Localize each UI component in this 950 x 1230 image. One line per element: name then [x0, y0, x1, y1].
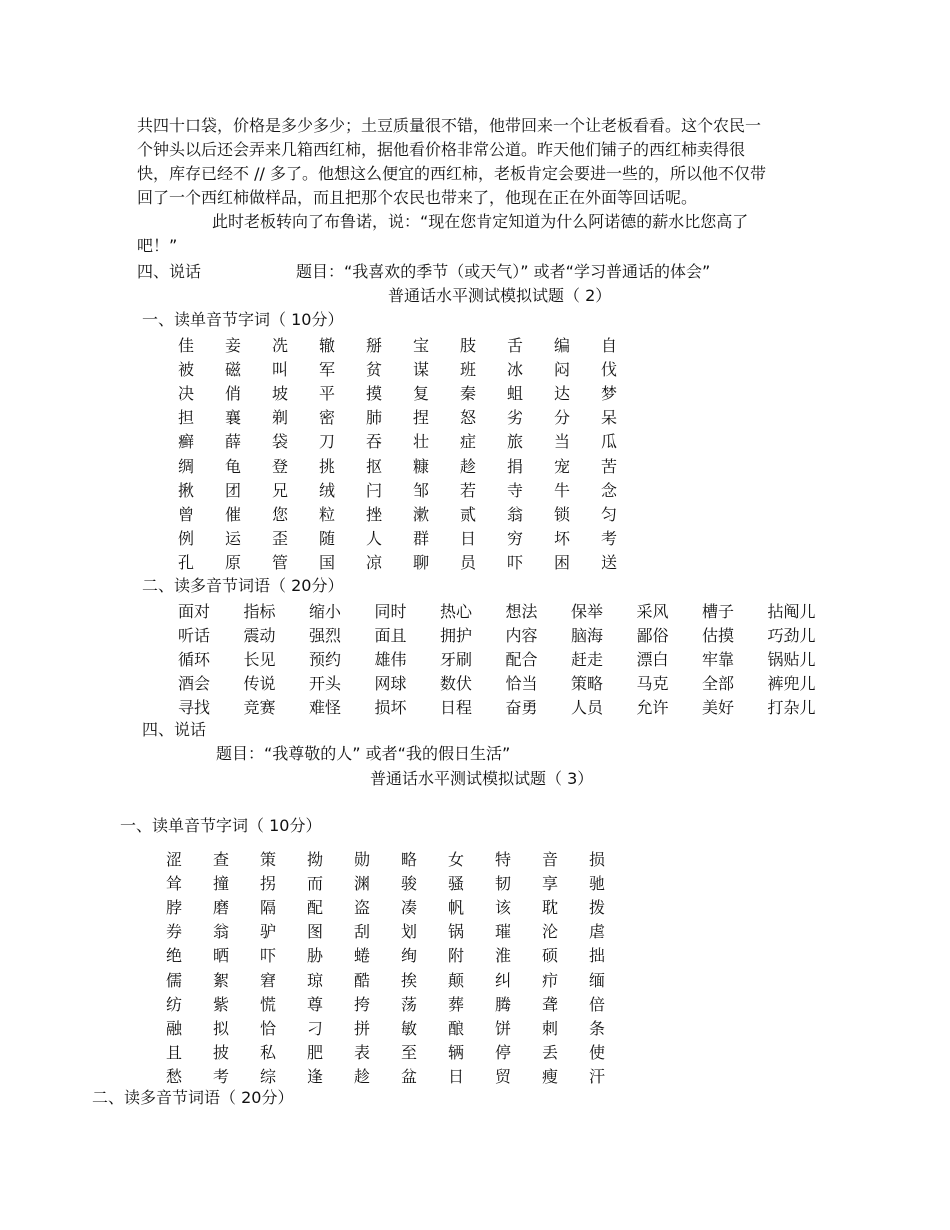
- single-char-grid: [178, 332, 648, 574]
- single-char: 密: [319, 408, 336, 428]
- single-char: 编: [554, 335, 571, 355]
- single-char: 捏: [413, 408, 430, 428]
- single-char: 趁: [354, 1067, 371, 1087]
- single-char: 晒: [213, 946, 230, 966]
- multi-word: 热心: [440, 601, 473, 621]
- multi-word: 马克: [636, 674, 669, 694]
- multi-word: 缩小: [309, 601, 342, 621]
- multi-word: 竞赛: [243, 698, 276, 718]
- grid-row: [178, 622, 833, 646]
- single-char: 儒: [166, 970, 183, 990]
- grid-row: [166, 870, 636, 894]
- single-char: 运: [225, 529, 242, 549]
- single-char: 挨: [401, 970, 418, 990]
- single-char: 牛: [554, 480, 571, 500]
- section-heading: 四、说话: [137, 262, 202, 281]
- single-char: 瓜: [601, 432, 618, 452]
- single-char: 宠: [554, 456, 571, 476]
- multi-word: 内容: [505, 625, 538, 645]
- multi-word: 保举: [571, 601, 604, 621]
- single-char: 挎: [354, 994, 371, 1014]
- single-char: 拙: [589, 946, 606, 966]
- single-char: 磨: [213, 897, 230, 917]
- single-char: 癣: [178, 432, 195, 452]
- single-char: 症: [460, 432, 477, 452]
- single-char: 您: [272, 504, 289, 524]
- single-char: 管: [272, 553, 289, 573]
- single-char: 涩: [166, 849, 183, 869]
- single-char: 复: [413, 383, 430, 403]
- single-char: 磁: [225, 359, 242, 379]
- single-char: 配: [307, 897, 324, 917]
- single-char: 若: [460, 480, 477, 500]
- single-char: 绒: [319, 480, 336, 500]
- single-char: 沦: [542, 922, 559, 942]
- single-char: 孔: [178, 553, 195, 573]
- single-char: 融: [166, 1018, 183, 1038]
- single-char: 袋: [272, 432, 289, 452]
- single-char: 逢: [307, 1067, 324, 1087]
- multi-word: 锅贴儿: [767, 649, 816, 669]
- single-char: 谋: [413, 359, 430, 379]
- multi-word: 估摸: [702, 625, 735, 645]
- single-char: 翁: [507, 504, 524, 524]
- single-char: 私: [260, 1043, 277, 1063]
- single-char: 窘: [260, 970, 277, 990]
- passage-line: 共四十口袋，价格是多少多少；土豆质量很不错，他带回来一个让老板看看。这个农民一: [137, 116, 762, 135]
- multi-word: 强烈: [309, 625, 342, 645]
- single-char: 趁: [460, 456, 477, 476]
- single-char: 酿: [448, 1018, 465, 1038]
- single-char: 璀: [495, 922, 512, 942]
- single-char: 催: [225, 504, 242, 524]
- single-char: 肢: [460, 335, 477, 355]
- single-char: 愁: [166, 1067, 183, 1087]
- section-heading: 一、读单音节字词（ 10分）: [142, 310, 344, 329]
- passage-line: 回了一个西红柿做样品，而且把那个农民也带来了，他现在正在外面等回话呢。: [137, 188, 698, 207]
- single-char: 淮: [495, 946, 512, 966]
- multi-word: 巧劲儿: [767, 625, 816, 645]
- single-char: 漱: [413, 504, 430, 524]
- single-char: 硕: [542, 946, 559, 966]
- single-char: 腾: [495, 994, 512, 1014]
- multi-word: 全部: [702, 674, 735, 694]
- grid-row: [178, 526, 648, 550]
- single-char: 坡: [272, 383, 289, 403]
- multi-word: 酒会: [178, 674, 211, 694]
- multi-word: 雄伟: [374, 649, 407, 669]
- single-char: 胁: [307, 946, 324, 966]
- single-char: 琼: [307, 970, 324, 990]
- single-char: 辙: [319, 335, 336, 355]
- single-char: 兄: [272, 480, 289, 500]
- single-char: 汗: [589, 1067, 606, 1087]
- single-char: 损: [589, 849, 606, 869]
- single-char: 绚: [401, 946, 418, 966]
- grid-row: [178, 332, 648, 356]
- single-char: 驴: [260, 922, 277, 942]
- grid-row: [178, 598, 833, 622]
- multi-word: 面对: [178, 601, 211, 621]
- multi-word: 损坏: [374, 698, 407, 718]
- multi-word: 允许: [636, 698, 669, 718]
- single-char: 梦: [601, 383, 618, 403]
- grid-row: [166, 1064, 636, 1088]
- single-char: 敏: [401, 1018, 418, 1038]
- single-char: 瘦: [542, 1067, 559, 1087]
- single-char: 颠: [448, 970, 465, 990]
- single-char: 肥: [307, 1043, 324, 1063]
- single-char: 粒: [319, 504, 336, 524]
- single-char: 酷: [354, 970, 371, 990]
- single-char: 锁: [554, 504, 571, 524]
- grid-row: [178, 429, 648, 453]
- single-char: 叫: [272, 359, 289, 379]
- single-char: 随: [319, 529, 336, 549]
- single-char: 闷: [554, 359, 571, 379]
- multi-word: 恰当: [505, 674, 538, 694]
- single-char: 旅: [507, 432, 524, 452]
- single-char: 龟: [225, 456, 242, 476]
- single-char: 撞: [213, 873, 230, 893]
- test-title: 普通话水平测试模拟试题（ 3）: [370, 769, 594, 788]
- single-char: 平: [319, 383, 336, 403]
- single-char: 摸: [366, 383, 383, 403]
- grid-row: [178, 671, 833, 695]
- passage-line: 个钟头以后还会弄来几箱西红柿，据他看价格非常公道。昨天他们铺子的西红柿卖得很: [137, 140, 746, 159]
- single-char: 邹: [413, 480, 430, 500]
- single-char: 绸: [178, 456, 195, 476]
- single-char: 考: [601, 529, 618, 549]
- single-char: 捐: [507, 456, 524, 476]
- speaking-topic: 题目：“我喜欢的季节（或天气）” 或者“学习普通话的体会”: [296, 262, 711, 281]
- single-char: 抠: [366, 456, 383, 476]
- single-char: 绝: [166, 946, 183, 966]
- multi-word: 日程: [440, 698, 473, 718]
- single-char: 使: [589, 1043, 606, 1063]
- grid-row: [178, 453, 648, 477]
- single-char: 辆: [448, 1043, 465, 1063]
- single-char: 脖: [166, 897, 183, 917]
- single-char: 刮: [354, 922, 371, 942]
- single-char: 骚: [448, 873, 465, 893]
- single-char: 丢: [542, 1043, 559, 1063]
- single-char: 至: [401, 1043, 418, 1063]
- single-char: 耸: [166, 873, 183, 893]
- multi-word: 配合: [505, 649, 538, 669]
- section-heading: 四、说话: [142, 720, 207, 739]
- multi-word: 开头: [309, 674, 342, 694]
- single-char: 当: [554, 432, 571, 452]
- multi-word: 奋勇: [505, 698, 538, 718]
- single-char: 日: [460, 529, 477, 549]
- single-char: 拗: [307, 849, 324, 869]
- single-char: 纠: [495, 970, 512, 990]
- single-char: 吓: [260, 946, 277, 966]
- multi-word: 想法: [505, 601, 538, 621]
- multi-word: 策略: [571, 674, 604, 694]
- single-char: 耽: [542, 897, 559, 917]
- single-char: 综: [260, 1067, 277, 1087]
- grid-row: [166, 967, 636, 991]
- single-char: 锅: [448, 922, 465, 942]
- single-char-grid: [166, 846, 636, 1088]
- grid-row: [166, 919, 636, 943]
- multi-word: 震动: [243, 625, 276, 645]
- passage-line: 快，库存已经不 // 多了。他想这么便宜的西红柿，老板肯定会要进一些的，所以他不仅带: [137, 164, 766, 183]
- single-char: 停: [495, 1043, 512, 1063]
- multi-word: 难怪: [309, 698, 342, 718]
- single-char: 寺: [507, 480, 524, 500]
- single-char: 国: [319, 553, 336, 573]
- single-char: 团: [225, 480, 242, 500]
- single-char: 葬: [448, 994, 465, 1014]
- single-char: 曾: [178, 504, 195, 524]
- single-char: 揪: [178, 480, 195, 500]
- single-char: 荡: [401, 994, 418, 1014]
- single-char: 虐: [589, 922, 606, 942]
- single-char: 劣: [507, 408, 524, 428]
- single-char: 勋: [354, 849, 371, 869]
- single-char: 享: [542, 873, 559, 893]
- single-char: 音: [542, 849, 559, 869]
- multi-word: 漂白: [636, 649, 669, 669]
- single-char: 例: [178, 529, 195, 549]
- single-char: 吞: [366, 432, 383, 452]
- single-char: 拨: [589, 897, 606, 917]
- grid-row: [166, 1015, 636, 1039]
- single-char: 刺: [542, 1018, 559, 1038]
- multi-word: 预约: [309, 649, 342, 669]
- single-char: 疖: [542, 970, 559, 990]
- grid-row: [178, 695, 833, 719]
- single-char: 壮: [413, 432, 430, 452]
- single-char: 糠: [413, 456, 430, 476]
- single-char: 划: [401, 922, 418, 942]
- single-char: 刀: [319, 432, 336, 452]
- single-char: 决: [178, 383, 195, 403]
- single-char: 凑: [401, 897, 418, 917]
- single-char: 图: [307, 922, 324, 942]
- single-char: 呆: [601, 408, 618, 428]
- grid-row: [178, 380, 648, 404]
- single-char: 慌: [260, 994, 277, 1014]
- single-char: 冼: [272, 335, 289, 355]
- single-char: 怒: [460, 408, 477, 428]
- multi-word: 传说: [243, 674, 276, 694]
- single-char: 分: [554, 408, 571, 428]
- multi-word: 听话: [178, 625, 211, 645]
- multi-word: 槽子: [702, 601, 735, 621]
- single-char: 被: [178, 359, 195, 379]
- multi-word: 循环: [178, 649, 211, 669]
- single-char: 特: [495, 849, 512, 869]
- single-char: 且: [166, 1043, 183, 1063]
- single-char: 襄: [225, 408, 242, 428]
- single-char: 妾: [225, 335, 242, 355]
- single-char: 聊: [413, 553, 430, 573]
- single-char: 俏: [225, 383, 242, 403]
- single-char: 自: [601, 335, 618, 355]
- grid-row: [166, 846, 636, 870]
- single-char: 人: [366, 529, 383, 549]
- multi-word: 拈阄儿: [767, 601, 816, 621]
- single-char: 宝: [413, 335, 430, 355]
- multi-word: 长见: [243, 649, 276, 669]
- grid-row: [178, 356, 648, 380]
- single-char: 秦: [460, 383, 477, 403]
- multi-word: 同时: [374, 601, 407, 621]
- grid-row: [178, 477, 648, 501]
- single-char: 条: [589, 1018, 606, 1038]
- speaking-topic: 题目：“我尊敬的人” 或者“我的假日生活”: [216, 744, 511, 763]
- single-char: 驰: [589, 873, 606, 893]
- grid-row: [178, 646, 833, 670]
- single-char: 掰: [366, 335, 383, 355]
- single-char: 表: [354, 1043, 371, 1063]
- single-char: 隔: [260, 897, 277, 917]
- single-char: 查: [213, 849, 230, 869]
- single-char: 登: [272, 456, 289, 476]
- single-char: 盗: [354, 897, 371, 917]
- multi-word: 网球: [374, 674, 407, 694]
- single-char: 紫: [213, 994, 230, 1014]
- single-char: 恰: [260, 1018, 277, 1038]
- grid-row: [166, 1040, 636, 1064]
- multi-word: 牙刷: [440, 649, 473, 669]
- grid-row: [178, 501, 648, 525]
- single-char: 券: [166, 922, 183, 942]
- single-char: 拟: [213, 1018, 230, 1038]
- grid-row: [178, 405, 648, 429]
- single-char: 韧: [495, 873, 512, 893]
- single-char: 考: [213, 1067, 230, 1087]
- single-char: 肺: [366, 408, 383, 428]
- multi-word: 采风: [636, 601, 669, 621]
- single-char: 闩: [366, 480, 383, 500]
- multi-word: 赶走: [571, 649, 604, 669]
- single-char: 剃: [272, 408, 289, 428]
- single-char: 絮: [213, 970, 230, 990]
- single-char: 盆: [401, 1067, 418, 1087]
- single-char: 拐: [260, 873, 277, 893]
- section-heading: 一、读单音节字词（ 10分）: [120, 816, 322, 835]
- grid-row: [166, 991, 636, 1015]
- single-char: 军: [319, 359, 336, 379]
- single-char: 坏: [554, 529, 571, 549]
- multi-word: 牢靠: [702, 649, 735, 669]
- single-char: 挫: [366, 504, 383, 524]
- grid-row: [178, 550, 648, 574]
- single-char: 该: [495, 897, 512, 917]
- single-char: 帆: [448, 897, 465, 917]
- passage-line: 吧！”: [137, 236, 178, 255]
- single-char: 贸: [495, 1067, 512, 1087]
- single-char: 策: [260, 849, 277, 869]
- single-char: 冰: [507, 359, 524, 379]
- multi-word: 脑海: [571, 625, 604, 645]
- single-char: 苦: [601, 456, 618, 476]
- single-char: 刁: [307, 1018, 324, 1038]
- single-char: 薛: [225, 432, 242, 452]
- single-char: 纺: [166, 994, 183, 1014]
- single-char: 群: [413, 529, 430, 549]
- single-char: 困: [554, 553, 571, 573]
- single-char: 班: [460, 359, 477, 379]
- section-heading: 二、读多音节词语（ 20分）: [92, 1088, 294, 1107]
- single-char: 骏: [401, 873, 418, 893]
- single-char: 歪: [272, 529, 289, 549]
- single-char: 蜷: [354, 946, 371, 966]
- single-char: 送: [601, 553, 618, 573]
- multi-word-grid: [178, 598, 833, 719]
- multi-word: 面且: [374, 625, 407, 645]
- test-title: 普通话水平测试模拟试题（ 2）: [388, 286, 612, 305]
- single-char: 挑: [319, 456, 336, 476]
- single-char: 念: [601, 480, 618, 500]
- multi-word: 美好: [702, 698, 735, 718]
- single-char: 尊: [307, 994, 324, 1014]
- single-char: 翁: [213, 922, 230, 942]
- section-heading: 二、读多音节词语（ 20分）: [142, 576, 344, 595]
- passage-line: 此时老板转向了布鲁诺，说：“现在您肯定知道为什么阿诺德的薪水比您高了: [212, 212, 749, 231]
- multi-word: 打杂儿: [767, 698, 816, 718]
- single-char: 舌: [507, 335, 524, 355]
- single-char: 原: [225, 553, 242, 573]
- single-char: 贰: [460, 504, 477, 524]
- single-char: 渊: [354, 873, 371, 893]
- single-char: 略: [401, 849, 418, 869]
- multi-word: 指标: [243, 601, 276, 621]
- single-char: 员: [460, 553, 477, 573]
- multi-word: 数伏: [440, 674, 473, 694]
- single-char: 饼: [495, 1018, 512, 1038]
- single-char: 穷: [507, 529, 524, 549]
- multi-word: 拥护: [440, 625, 473, 645]
- single-char: 聋: [542, 994, 559, 1014]
- single-char: 日: [448, 1067, 465, 1087]
- single-char: 披: [213, 1043, 230, 1063]
- single-char: 担: [178, 408, 195, 428]
- single-char: 而: [307, 873, 324, 893]
- multi-word: 裤兜儿: [767, 674, 816, 694]
- single-char: 缅: [589, 970, 606, 990]
- single-char: 倍: [589, 994, 606, 1014]
- single-char: 吓: [507, 553, 524, 573]
- single-char: 女: [448, 849, 465, 869]
- single-char: 匀: [601, 504, 618, 524]
- grid-row: [166, 943, 636, 967]
- grid-row: [166, 894, 636, 918]
- single-char: 达: [554, 383, 571, 403]
- single-char: 拼: [354, 1018, 371, 1038]
- single-char: 佳: [178, 335, 195, 355]
- single-char: 附: [448, 946, 465, 966]
- single-char: 凉: [366, 553, 383, 573]
- multi-word: 鄙俗: [636, 625, 669, 645]
- single-char: 蛆: [507, 383, 524, 403]
- single-char: 伐: [601, 359, 618, 379]
- multi-word: 人员: [571, 698, 604, 718]
- multi-word: 寻找: [178, 698, 211, 718]
- single-char: 贫: [366, 359, 383, 379]
